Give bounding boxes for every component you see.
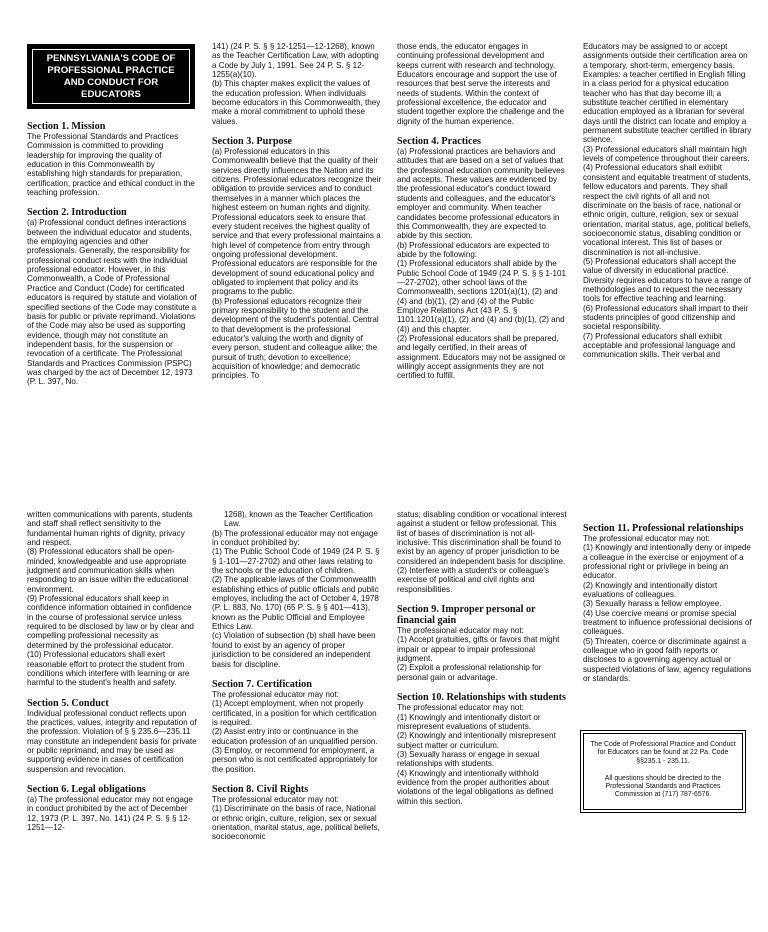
column-5 xyxy=(27,510,197,832)
section-9-body: The professional educator may not: (1) Accept gratuities, gifts or favors that might impair or appear to impair professional judgment. (2) Exploit a professional relationship for personal gain or advantage. xyxy=(397,626,560,682)
section-7-body: The professional educator may not: (1) Accept employment, when not properly certificated, in a position for which certification is required. (2) Assist entry into or continuance in the education profession of an unqualified person. (3) Employ, or recommend for employment, a person who is not certificated appropriately for the position. xyxy=(212,689,378,774)
section-11-heading: Section 11. Professional relationships xyxy=(583,523,744,534)
section-7-heading: Section 7. Certification xyxy=(212,678,312,690)
citation-info-box xyxy=(580,730,746,813)
section-2-heading: Section 2. Introduction xyxy=(27,207,127,219)
column-8 xyxy=(583,523,753,684)
section-4-body: (a) Professional practices are behaviors and attitudes that are based on a set of values that the professional education community believes and accepts. These values are evidenced by the professional educator's conduct toward students and colleagues, and the educator's employer and community. When teacher candidates become professional educators in this Commonwealth, they are expected to abide by this section. (b) Professional educators are expected to abide by the following: (1) Professional educators shall abide by the Public School Code of 1949 (24 P. S. § § 1-101—27-2702), other school laws of the Commonwealth, sections 1201(a)(1), (2) and (4) and (b)(1), (2) and (4) of the Public Employe Relations Act (43 P. S. § 1101.1201(a)(1), (2) and (4) and (b)(1), (2) and (4)) and this chapter. (2) Professional educators shall be prepared, and legally certified, in their areas of assignment. Educators may not be assigned or willingly accept assignments they are not certified to fulfill. xyxy=(397,147,567,381)
section-4-continued: Educators may be assigned to or accept assignments outside their certification area on a temporary, short-term, emergency basis. Examples: a teacher certified in English filling in a class period for a physical education teacher who has that day become ill; a substitute teacher certified in elementary education employed as a librarian for several days until the district can locate and employ a permanent substitute teacher certified in library science. (3) Professional educators shall maintain high levels of competence throughout their careers. (4) Professional educators shall exhibit consistent and equitable treatment of students, fellow educators and parents. They shall respect the civil rights of all and not discriminate on the basis of race, national or ethnic origin, culture, religion, sex or sexual orientation, marital status, age, political beliefs, socioeconomic status, disabling condition or vocational interest. This list of bases or discrimination is not all-inclusive. (5) Professional educators shall accept the value of diversity in educational practice. Diversity requires educators to have a range of methodologies and to request the necessary tools for effective teaching and learning. (6) Professional educators shall impart to their students principles of good citizenship and societal responsibility. (7) Professional educators shall exhibit acceptable and professional language and communication skills. Their verbal and xyxy=(583,42,752,360)
citation-info-text: The Code of Professional Practice and Conduct for Educators can be found at 22 Pa. Code §§235.1 - 235.11. All questions should be directed to the Professional Standards and Practices Commission at (717) 787-6576. xyxy=(583,733,743,810)
section-3-continued: those ends, the educator engages in continuing professional development and keeps current with research and technology. Educators encourage and support the use of resources that best serve the interests and needs of students. Within the context of professional excellence, the educator and student together explore the challenge and the dignity of the human experience. xyxy=(397,42,564,126)
section-8-heading: Section 8. Civil Rights xyxy=(212,783,309,795)
section-5-body: Individual professional conduct reflects upon the practices, values, integrity and reputation of the profession. Violation of § § 235.6—235.11 may constitute an independent basis for private or public reprimand, and may be used as supporting evidence in cases of certification suspension and revocation. xyxy=(27,708,197,774)
section-3-heading: Section 3. Purpose xyxy=(212,136,293,148)
section-6-body: (a) The professional educator may not engage in conduct prohibited by the act of December 12, 1973 (P. L. 397, No. 141) (24 P. S. § § 12-1251—12- xyxy=(27,794,193,832)
section-6-continued: 1268), known as the Teacher Certification Law. xyxy=(224,510,373,529)
section-3-body: (a) Professional educators in this Commonwealth believe that the quality of their services directly influences the Nation and its citizens. Professional educators recognize their obligation to provide services and to conduct themselves in a manner which places the highest esteem on human rights and dignity. Professional educators seek to ensure that every student receives the highest quality of service and that every professional maintains a high level of competence from entry through ongoing professional development. Professional educators are responsible for the development of sound educational policy and obligated to implement that policy and its programs to the public. (b) Professional educators recognize their primary responsibility to the student and the development of the student's potential. Central to that development is the professional educator's valuing the worth and dignity of every person, student and colleague alike; the pursuit of truth; devotion to excellence; acquisition of knowledge; and democratic principles. To xyxy=(212,147,382,381)
column-7 xyxy=(397,510,567,806)
section-9-heading: Section 9. Improper personal or financial gain xyxy=(397,604,536,627)
section-10-body: The professional educator may not: (1) Knowingly and intentionally distort or misrepresent evaluations of students. (2) Knowingly and intentionally misrepresent subject matter or curriculum. (3) Sexually harass or engage in sexual relationships with students. (4) Knowingly and intentionally withhold evidence from the proper authorities about violations of the legal obligations as defined within this section. xyxy=(397,703,556,806)
column-3 xyxy=(397,42,567,381)
column-4 xyxy=(583,42,753,360)
section-5-heading: Section 5. Conduct xyxy=(27,697,109,709)
section-1-body: The Professional Standards and Practices Commission is committed to providing leadership for improving the quality of education in this Commonwealth by establishing high standards for preparation, certification, practice and ethical conduct in the teaching profession. xyxy=(27,132,195,198)
section-4-heading: Section 4. Practices xyxy=(397,136,482,148)
section-1-heading: Section 1. Mission xyxy=(27,121,106,132)
document-title-box xyxy=(27,44,195,109)
section-2-continued: 141) (24 P. S. § § 12-1251—12-1268), known as the Teacher Certification Law, with adopting a Code by July 1, 1991. See 24 P. S. § 12-1255(a)(10). (b) This chapter makes explicit the values of the education profession. When individuals become educators in this Commonwealth, they make a moral commitment to uphold these values. xyxy=(212,42,381,126)
column-1 xyxy=(27,121,197,387)
section-8-body: The professional educator may not: (1) Discriminate on the basis of race, National or ethnic origin, culture, religion, sex or sexual orientation, marital status, age, political beliefs, socioeconomic xyxy=(212,794,380,842)
section-11-body: The professional educator may not: (1) Knowingly and intentionally deny or impede a colleague in the exercise or enjoyment of a professional right or privilege in being an educator. (2) Knowingly and intentionally distort evaluations of colleagues. (3) Sexually harass a fellow employee. (4) Use coercive means or promise special treatment to influence professional decisions of colleagues. (5) Threaten, coerce or discriminate against a colleague who in good faith reports or discloses to a governing agency actual or suspected violations of law, agency regulations or standards. xyxy=(583,534,752,684)
section-10-heading: Section 10. Relationships with students xyxy=(397,692,566,704)
document-title: PENNSYLVANIA'S CODE OF PROFESSIONAL PRACTICE AND CONDUCT FOR EDUCATORS xyxy=(32,49,190,104)
column-6 xyxy=(212,510,382,842)
section-8-continued: status; disabling condition or vocational interest against a student or fellow professional. This list of bases of discrimination is not all-inclusive. This discrimination shall be found to exist by an agency of proper jurisdiction to be considered an independent basis for discipline. (2) Interfere with a student's or colleague's exercise of political and civil rights and responsibilities. xyxy=(397,510,567,594)
section-6-heading: Section 6. Legal obligations xyxy=(27,783,146,795)
section-4-continued-2: written communications with parents, students and staff shall reflect sensitivity to the fundamental human rights of dignity, privacy and respect. (8) Professional educators shall be open-minded, knowledgeable and use appropriate judgment and communication skills when responding to an issue within the educational environment. (9) Professional educators shall keep in confidence information obtained in confidence in the course of professional service unless required to be disclosed by law or by clear and compelling professional necessity as determined by the professional educator. (10) Professional educators shall exert reasonable effort to protect the student from conditions which interfere with learning or are harmful to the student's health and safety. xyxy=(27,510,194,688)
section-2-body: (a) Professional conduct defines interactions between the individual educator and students, the employing agencies and other professionals. Generally, the responsibility for professional conduct rests with the individual professional educator. However, in this Commonwealth, a Code of Professional Practice and Conduct (Code) for certificated educators is required by statute and violation of specified sections of the Code may constitute a basis for public or private reprimand. Violations of the Code may also be used as supporting evidence, though may not constitute an independent basis, for the suspension or revocation of a certificate. The Professional Standards and Practices Commission (PSPC) was charged by the act of December 12, 1973 (P. L. 397, No. xyxy=(27,218,197,387)
section-6-subsection-b: (b) The professional educator may not engage in conduct prohibited by: (1) The Public School Code of 1949 (24 P. S. § § 1-101—27-2702) and other laws relating to the schools or the education of children. (2) The applicable laws of the Commonwealth establishing ethics of public officials and public employes, including the act of October 4, 1978 (P. L. 883, No. 170) (65 P. S. § § 401—413), known as the Public Official and Employee Ethics Law. (c) Violation of subsection (b) shall have been found to exist by an agency of proper jurisdiction to be considered an independent basis for discipline. xyxy=(212,528,380,669)
column-2 xyxy=(212,42,382,381)
